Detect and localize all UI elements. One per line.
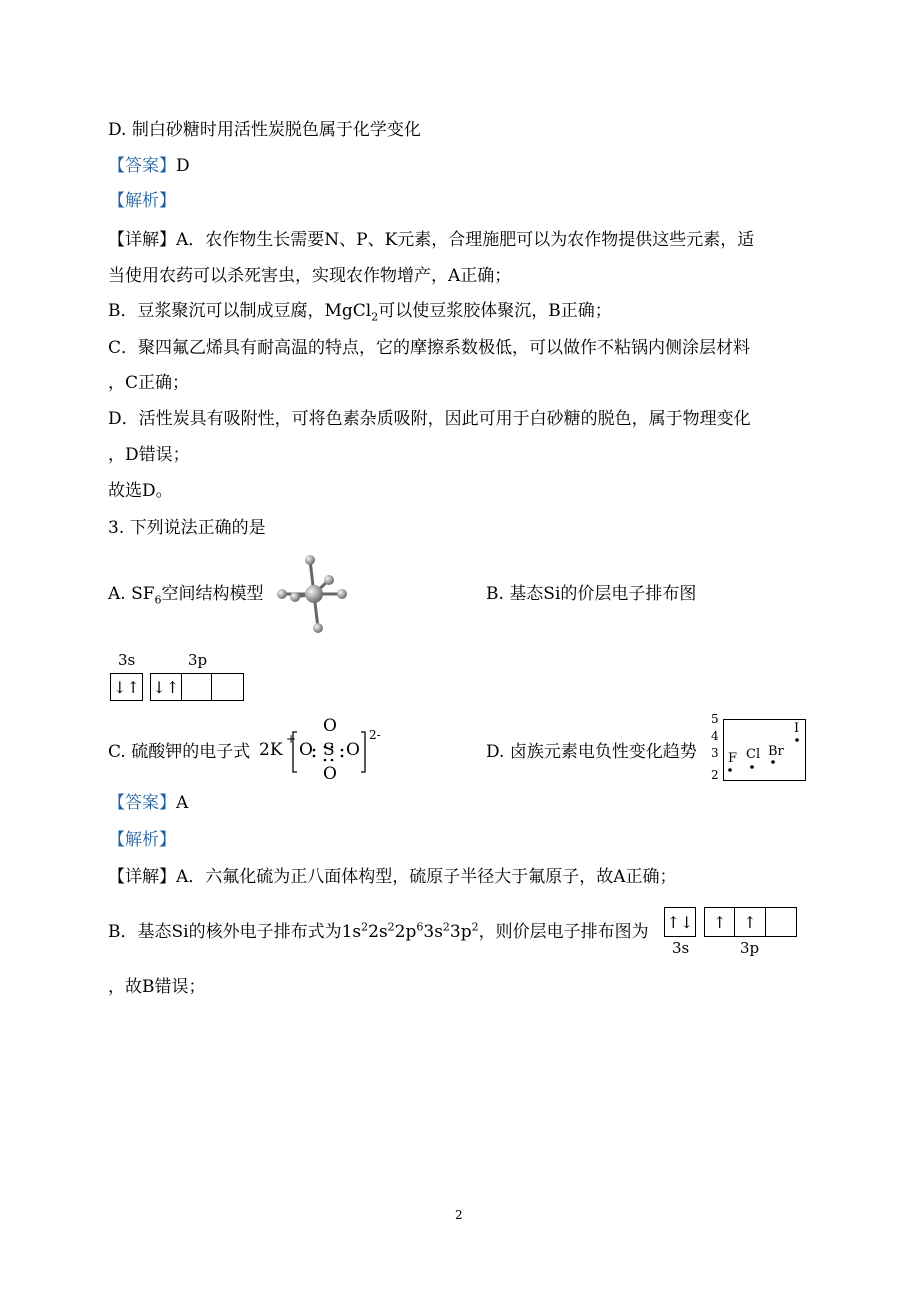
- electron-formula: [259, 716, 389, 784]
- orbital-b-3p-cell: [182, 674, 213, 700]
- detail2-b-text: 3s: [423, 922, 443, 942]
- page-number: 2: [455, 1208, 463, 1222]
- detail2-a-line: [108, 866, 677, 888]
- formula-k: 2K: [259, 740, 283, 760]
- option-a: [108, 583, 264, 605]
- option-d: D. 卤族元素电负性变化趋势: [486, 742, 697, 762]
- detail2-b-line: [108, 921, 649, 943]
- orbital-b-3p-cell: ↓↑: [151, 674, 182, 700]
- detail-tag: 【详解】: [108, 230, 176, 250]
- detail-b-post: 可以使豆浆胶体聚沉，B正确；: [378, 301, 612, 321]
- detail2-b-text: 3p: [449, 922, 472, 942]
- detail-c-cont: ，C正确；: [108, 373, 190, 393]
- detail-b-sub: 2: [371, 310, 379, 324]
- formula-o-top: O: [323, 716, 337, 736]
- formula-o-right: O: [346, 740, 360, 760]
- detail-b-pre: B．豆浆聚沉可以制成豆腐，MgCl: [108, 301, 372, 321]
- orbital-b-3s-cell: ↓↑: [113, 677, 140, 697]
- orbital-b-3p-cell: [212, 674, 243, 700]
- detail2-b-text: ，则价层电子排布图为: [478, 922, 649, 942]
- answer-value-2: A: [176, 793, 189, 813]
- trend-point-label: Br: [768, 744, 784, 759]
- trend-y-tick: 5: [711, 712, 719, 726]
- detail-a-text: A．农作物生长需要N、P、K元素，合理施肥可以为农作物提供这些元素，适: [176, 230, 755, 250]
- superscript: 2: [442, 920, 450, 934]
- formula-o-bottom: O: [323, 764, 337, 784]
- trend-point-label: I: [794, 721, 800, 736]
- detail2-b-text: 2p: [394, 922, 417, 942]
- answer-tag-2: 【答案】: [108, 793, 176, 813]
- orbital-b-3p-box: [150, 673, 244, 701]
- superscript: 2: [471, 920, 479, 934]
- option-a-sub: 6: [154, 593, 162, 607]
- electronegativity-trend-chart: [708, 712, 808, 788]
- orbital-b-label-3p: 3p: [188, 651, 208, 669]
- formula-s: S: [323, 740, 335, 760]
- detail-b-line: [108, 300, 612, 322]
- answer-tag: 【答案】: [108, 156, 176, 176]
- orbital-ans-3p-box: [704, 907, 797, 937]
- orbital-ans-label-3p: 3p: [740, 939, 760, 957]
- trend-point-label: F: [728, 751, 738, 766]
- sf6-model-image: [272, 552, 352, 636]
- trend-point-label: Cl: [746, 747, 761, 762]
- orbital-ans-3p-cell: ↑: [705, 908, 735, 936]
- option-d-statement: D. 制白砂糖时用活性炭脱色属于化学变化: [108, 120, 421, 140]
- conclusion-line: 故选D。: [108, 481, 173, 501]
- orbital-b-label-3s: 3s: [118, 651, 136, 669]
- trend-y-tick: 3: [711, 746, 719, 760]
- orbital-ans-3s-box: [664, 907, 696, 937]
- answer-line-2: [108, 792, 188, 814]
- formula-charge: 2-: [369, 728, 381, 742]
- orbital-ans-label-3s: 3s: [672, 939, 690, 957]
- option-a-post: 空间结构模型: [161, 584, 264, 604]
- detail-c-line: C．聚四氟乙烯具有耐高温的特点，它的摩擦系数极低，可以做作不粘锅内侧涂层材料: [108, 338, 751, 358]
- detail2-b-text: B．基态Si的核外电子排布式为1s: [108, 922, 362, 942]
- superscript: 2: [387, 920, 395, 934]
- formula-plus: +: [286, 732, 297, 746]
- trend-y-tick: 2: [711, 768, 719, 782]
- orbital-ans-3p-cell: [766, 908, 796, 936]
- superscript: 6: [416, 920, 424, 934]
- orbital-ans-3s-cell: ↑↓: [666, 912, 694, 932]
- trend-y-tick: 4: [711, 729, 719, 743]
- detail2-a-text: A．六氟化硫为正八面体构型，硫原子半径大于氟原子，故A正确；: [176, 867, 677, 887]
- detail-tag-2: 【详解】: [108, 867, 176, 887]
- option-c: C. 硫酸钾的电子式: [108, 742, 251, 762]
- detail-d-line: D．活性炭具有吸附性，可将色素杂质吸附，因此可用于白砂糖的脱色，属于物理变化: [108, 409, 751, 429]
- option-b: B. 基态Si的价层电子排布图: [486, 584, 697, 604]
- detail2-b-cont: ，故B错误；: [108, 977, 206, 997]
- analysis-tag: 【解析】: [108, 191, 176, 211]
- option-a-pre: A. SF: [108, 584, 155, 604]
- superscript: 2: [361, 920, 369, 934]
- trend-points: [708, 712, 808, 788]
- question-3: 3. 下列说法正确的是: [108, 518, 266, 538]
- answer-line: [108, 155, 190, 177]
- orbital-b-3s-box: [110, 673, 143, 701]
- formula-o-left: O: [299, 740, 313, 760]
- orbital-ans-3p-cell: ↑: [735, 908, 765, 936]
- analysis-tag-2: 【解析】: [108, 830, 176, 850]
- detail2-b-text: 2s: [368, 922, 388, 942]
- answer-value: D: [176, 156, 190, 176]
- detail-a-cont: 当使用农药可以杀死害虫，实现农作物增产，A正确；: [108, 266, 512, 286]
- detail-a-line: [108, 229, 754, 251]
- detail-d-cont: ，D错误；: [108, 445, 190, 465]
